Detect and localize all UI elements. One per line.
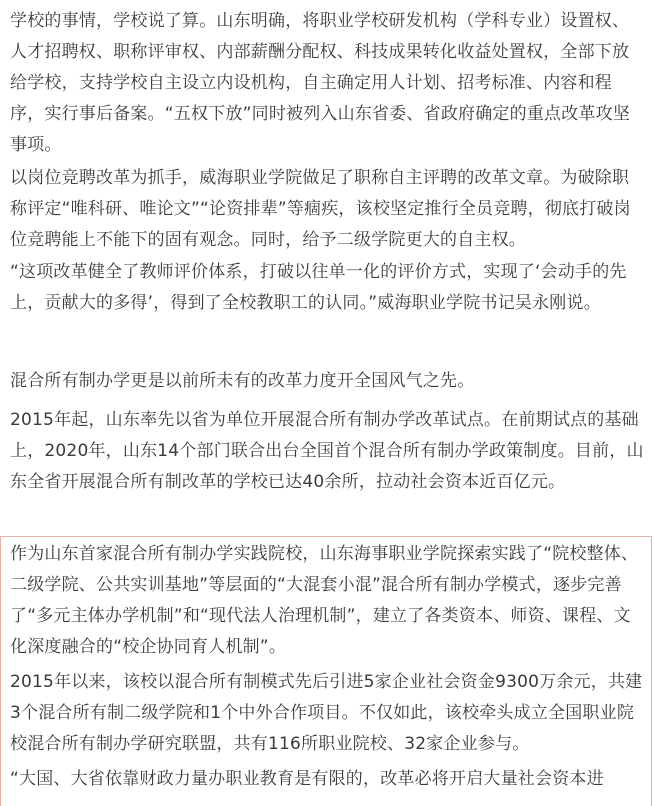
paragraph-mixed-ownership-lead: 混合所有制办学更是以前所未有的改革力度开全国风气之先。 (10, 371, 475, 391)
paragraph-maritime-college: 作为山东首家混合所有制办学实践院校，山东海事职业学院探索实践了“院校整体、二级学院、公共实训基地”等层面的“大混套小混”混合所有制办学模式，逐步完善了“多元主体办学机制”和“现代法人治理机制”，建立了各类资本、师资、课程、文化深度融合的“校企协同育人机制”。 (10, 544, 639, 657)
paragraph-five-powers: 学校的事情，学校说了算。山东明确，将职业学校研发机构（学科专业）设置权、人才招聘权、职称评审权、内部薪酬分配权、科技成果转化收益处置权，全部下放给学校，支持学校自主设立内设机构，自主确定用人计划、招考标准、内容和程序，实行事后备案。“五权下放”同时被列入山东省委、省政府确定的重点改革攻坚事项。 (10, 11, 631, 155)
paragraph-investment-stats: 2015年以来，该校以混合所有制模式先后引进5家企业社会资金9300万余元，共建3个混合所有制二级学院和1个中外合作项目。不仅如此，该校牵头成立全国职业院校混合所有制办学研究联盟，共有116所职业院校、32家企业参与。 (10, 672, 643, 754)
paragraph-weihai-reform: 以岗位竞聘改革为抓手，威海职业学院做足了职称自主评聘的改革文章。为破除职称评定“唯科研、唯论文”“论资排辈”等痼疾，该校坚定推行全员竞聘，彻底打破岗位竞聘能上不能下的固有观念。同时，给予二级学院更大的自主权。 (10, 168, 631, 250)
paragraph-quote-continued: “大国、大省依靠财政力量办职业教育是有限的，改革必将开启大量社会资本进 (10, 769, 604, 789)
paragraph-shandong-pilot: 2015年起，山东率先以省为单位开展混合所有制办学改革试点。在前期试点的基础上，2020年，山东14个部门联合出台全国首个混合所有制办学政策制度。目前，山东全省开展混合所有制改革的学校已达40余所，拉动社会资本近百亿元。 (10, 410, 644, 492)
paragraph-quote-wu-yonggang: “这项改革健全了教师评价体系，打破以往单一化的评价方式，实现了‘会动手的先上，贡献大的多得’，得到了全校教职工的认同。”威海职业学院书记吴永刚说。 (10, 262, 627, 313)
